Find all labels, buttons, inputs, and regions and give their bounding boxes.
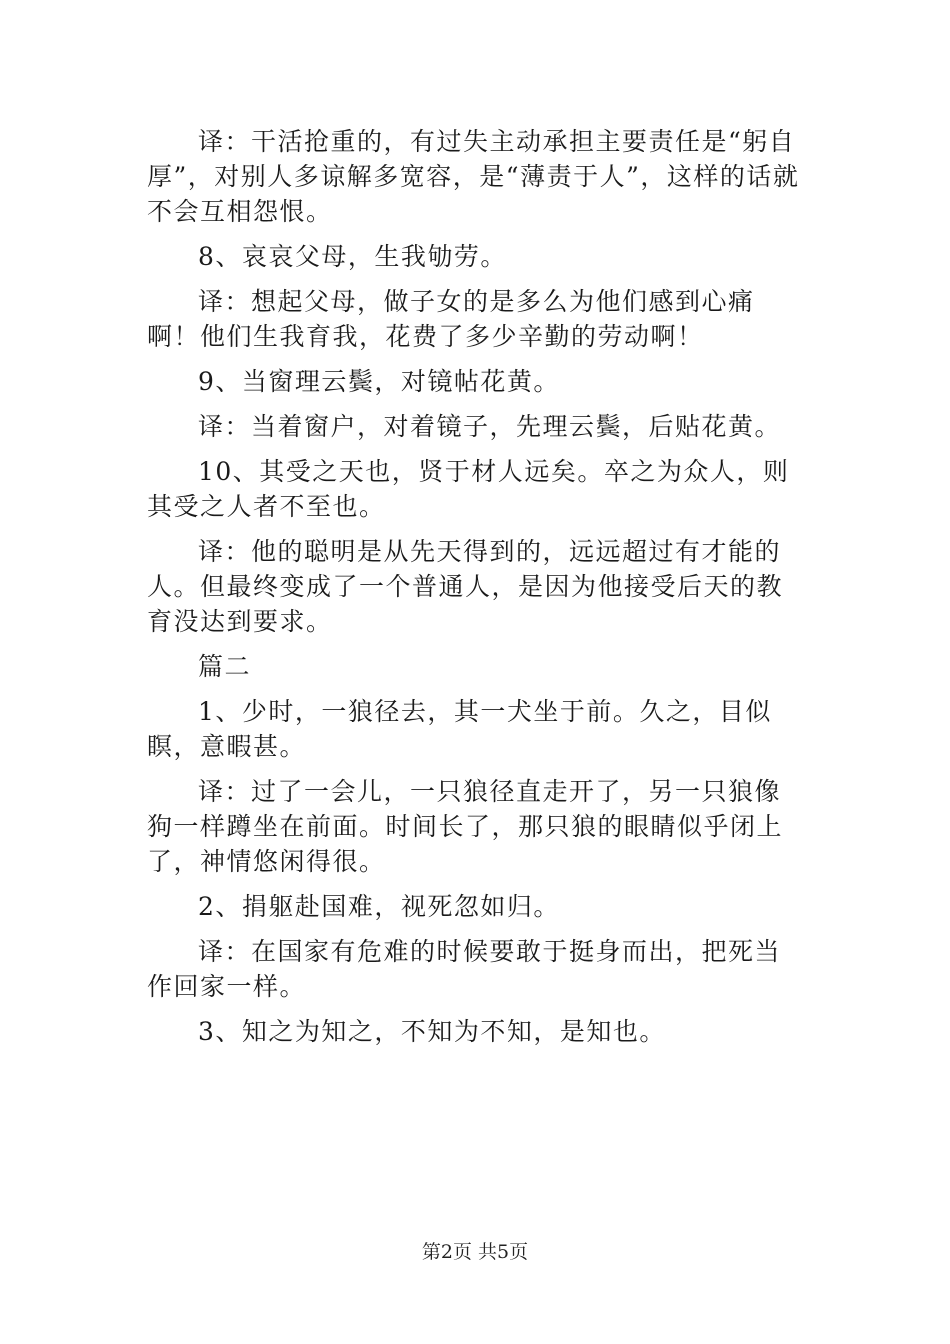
page-number: 第2页 共5页 — [421, 1241, 529, 1263]
paragraph: 3、知之为知之，不知为不知，是知也。 — [198, 1017, 666, 1046]
paragraph: 译：干活抢重的，有过失主动承担主要责任是“躬自厚”，对别人多谅解多宽容，是“薄责于人”，这样的话就不会互相怨恨。 — [147, 127, 800, 226]
paragraph: 2、捐躯赴国难，视死忽如归。 — [198, 892, 560, 921]
paragraph: 1、少时，一狼径去，其一犬坐于前。久之，目似瞑，意暇甚。 — [147, 697, 772, 761]
paragraph: 8、哀哀父母，生我劬劳。 — [198, 242, 507, 271]
paragraph: 译：过了一会儿，一只狼径直走开了，另一只狼像狗一样蹲坐在前面。时间长了，那只狼的眼睛似乎闭上了，神情悠闲得很。 — [147, 777, 784, 876]
paragraph: 译：想起父母，做子女的是多么为他们感到心痛啊！他们生我育我，花费了多少辛勤的劳动啊！ — [147, 287, 755, 351]
paragraph: 10、其受之天也，贤于材人远矣。卒之为众人，则其受之人者不至也。 — [147, 457, 790, 521]
paragraph: 9、当窗理云鬓，对镜帖花黄。 — [198, 367, 560, 396]
document-body — [147, 124, 807, 1049]
section-heading: 篇二 — [198, 652, 252, 681]
page-footer — [0, 1240, 950, 1264]
paragraph: 译：在国家有危难的时候要敢于挺身而出，把死当作回家一样。 — [147, 937, 782, 1001]
paragraph: 译：当着窗户，对着镜子，先理云鬓，后贴花黄。 — [198, 412, 782, 441]
paragraph: 译：他的聪明是从先天得到的，远远超过有才能的人。但最终变成了一个普通人，是因为他接受后天的教育没达到要求。 — [147, 537, 784, 636]
